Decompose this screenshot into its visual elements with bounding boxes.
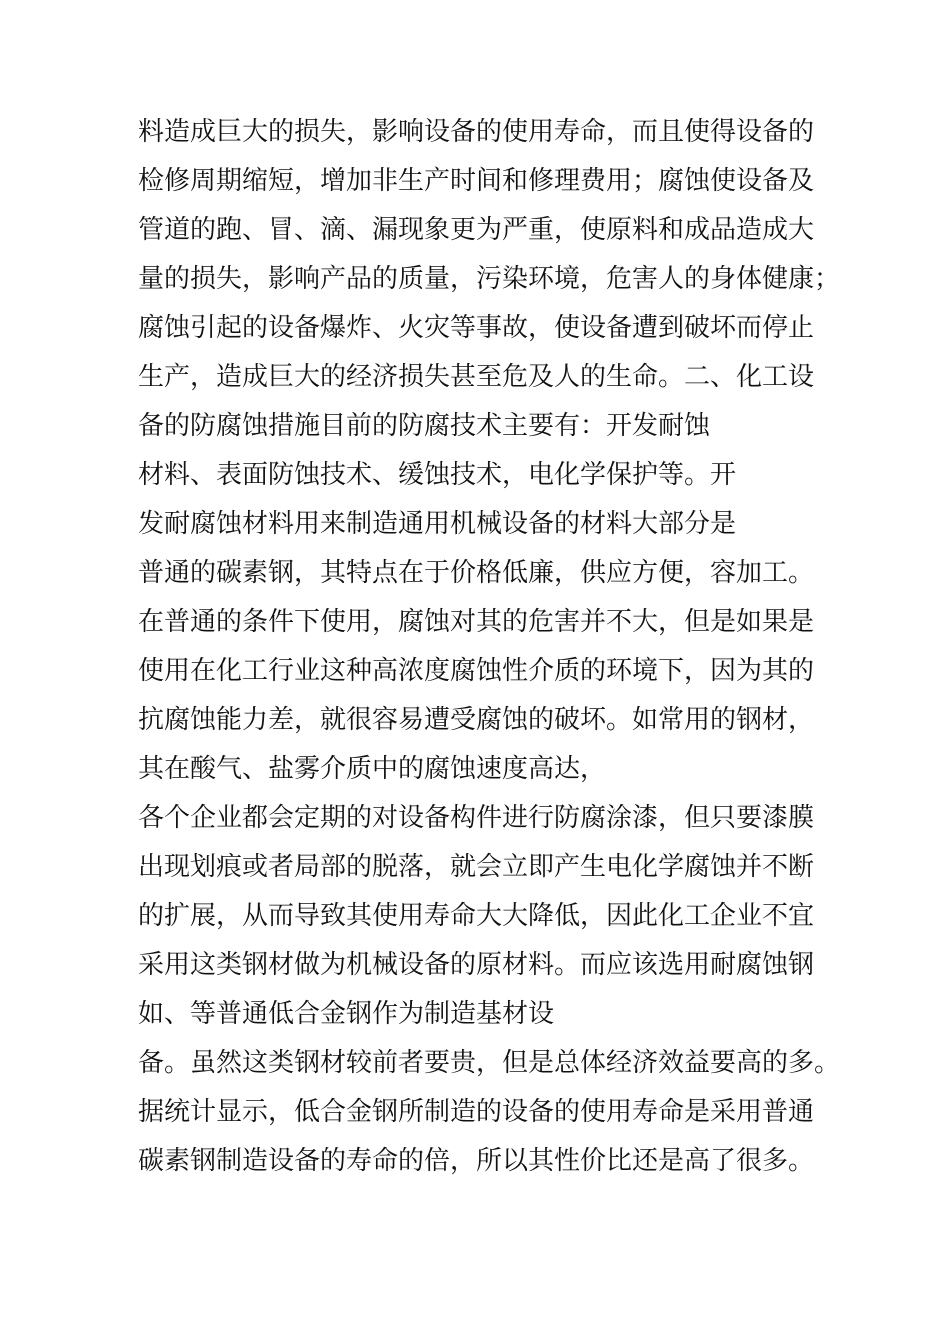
text-line-8: 材料、表面防蚀技术、缓蚀技术，电化学保护等。开 [138,460,737,490]
text-line-18: 采用这类钢材做为机械设备的原材料。而应该选用耐腐蚀钢 [138,950,815,980]
text-line-3: 管道的跑、冒、滴、漏现象更为严重，使原料和成品造成大 [138,215,815,245]
text-line-5: 腐蚀引起的设备爆炸、火灾等事故，使设备遭到破坏而停止 [138,313,815,343]
text-line-12: 使用在化工行业这种高浓度腐蚀性介质的环境下，因为其的 [138,656,815,686]
body-text [138,108,841,1186]
text-line-22: 碳素钢制造设备的寿命的倍，所以其性价比还是高了很多。 [138,1146,815,1176]
text-line-9: 发耐腐蚀材料用来制造通用机械设备的材料大部分是 [138,509,737,539]
text-line-1: 料造成巨大的损失，影响设备的使用寿命，而且使得设备的 [138,117,815,147]
text-line-2: 检修周期缩短，增加非生产时间和修理费用；腐蚀使设备及 [138,166,815,196]
text-line-14: 其在酸气、盐雾介质中的腐蚀速度高达， [138,754,607,784]
text-line-11: 在普通的条件下使用，腐蚀对其的危害并不大，但是如果是 [138,607,815,637]
text-line-13: 抗腐蚀能力差，就很容易遭受腐蚀的破坏。如常用的钢材， [138,705,815,735]
text-line-4: 量的损失，影响产品的质量，污染环境，危害人的身体健康； [138,264,841,294]
text-line-10: 普通的碳素钢，其特点在于价格低廉，供应方便，容加工。 [138,558,815,588]
text-line-7: 备的防腐蚀措施目前的防腐技术主要有：开发耐蚀 [138,411,711,441]
text-line-20: 备。虽然这类钢材较前者要贵，但是总体经济效益要高的多。 [138,1048,841,1078]
text-line-19: 如、等普通低合金钢作为制造基材设 [138,999,555,1029]
text-line-16: 出现划痕或者局部的脱落，就会立即产生电化学腐蚀并不断 [138,852,815,882]
text-line-17: 的扩展，从而导致其使用寿命大大降低，因此化工企业不宜 [138,901,815,931]
text-line-15: 各个企业都会定期的对设备构件进行防腐涂漆，但只要漆膜 [138,803,815,833]
text-line-21: 据统计显示，低合金钢所制造的设备的使用寿命是采用普通 [138,1097,815,1127]
text-line-6: 生产，造成巨大的经济损失甚至危及人的生命。二、化工设 [138,362,815,392]
